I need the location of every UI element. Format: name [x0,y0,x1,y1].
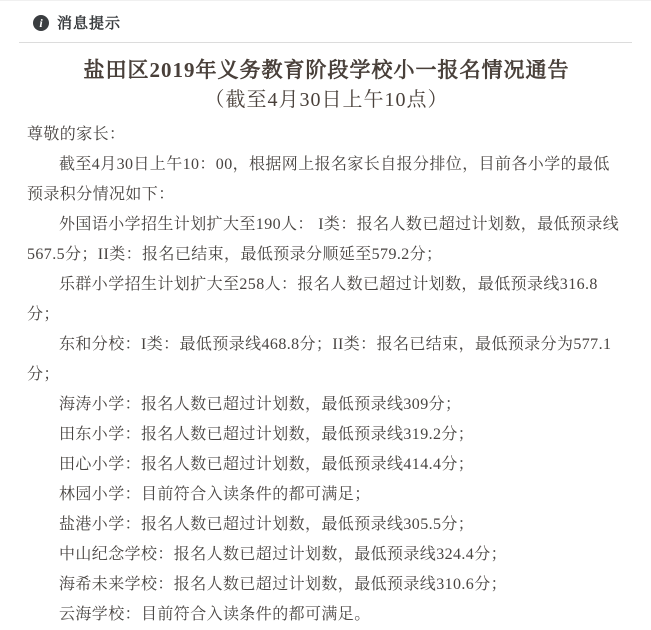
notice-document [0,43,651,630]
notice-paragraph: 田东小学：报名人数已超过计划数，最低预录线319.2分； [59,426,475,443]
notice-paragraph: 海希未来学校：报名人数已超过计划数，最低预录线310.6分； [59,576,508,593]
notice-paragraph: 盐港小学：报名人数已超过计划数，最低预录线305.5分； [59,516,475,533]
notice-paragraph: 田心小学：报名人数已超过计划数，最低预录线414.4分； [59,456,475,473]
header-title: 消息提示 [57,15,122,32]
notice-paragraph: 截至4月30日上午10：00，根据网上报名家长自报分排位，目前各小学的最低预录积分情况如下： [27,156,610,203]
notice-salutation: 尊敬的家长： [27,126,126,143]
notice-title: 盐田区2019年义务教育阶段学校小一报名情况通告 [83,58,570,82]
notice-paragraph: 东和分校：I类：最低预录线468.8分；II类：报名已结束，最低预录分为577.1分； [27,336,612,383]
notice-paragraph: 中山纪念学校：报名人数已超过计划数，最低预录线324.4分； [59,546,508,563]
message-header [0,1,651,42]
notice-paragraph: 乐群小学招生计划扩大至258人：报名人数已超过计划数，最低预录线316.8分； [27,276,598,323]
notice-paragraph: 海涛小学：报名人数已超过计划数，最低预录线309分； [59,396,462,413]
notice-paragraph: 外国语小学招生计划扩大至190人： I类：报名人数已超过计划数，最低预录线567.5分；II类：报名已结束，最低预录分顺延至579.2分； [27,216,620,263]
info-icon: i [33,15,49,31]
notice-subtitle: （截至4月30日上午10点） [204,89,449,111]
notice-paragraph: 云海学校：目前符合入读条件的都可满足。 [59,606,371,623]
notice-paragraphs [27,150,626,630]
notice-paragraph: 林园小学：目前符合入读条件的都可满足； [59,486,371,503]
